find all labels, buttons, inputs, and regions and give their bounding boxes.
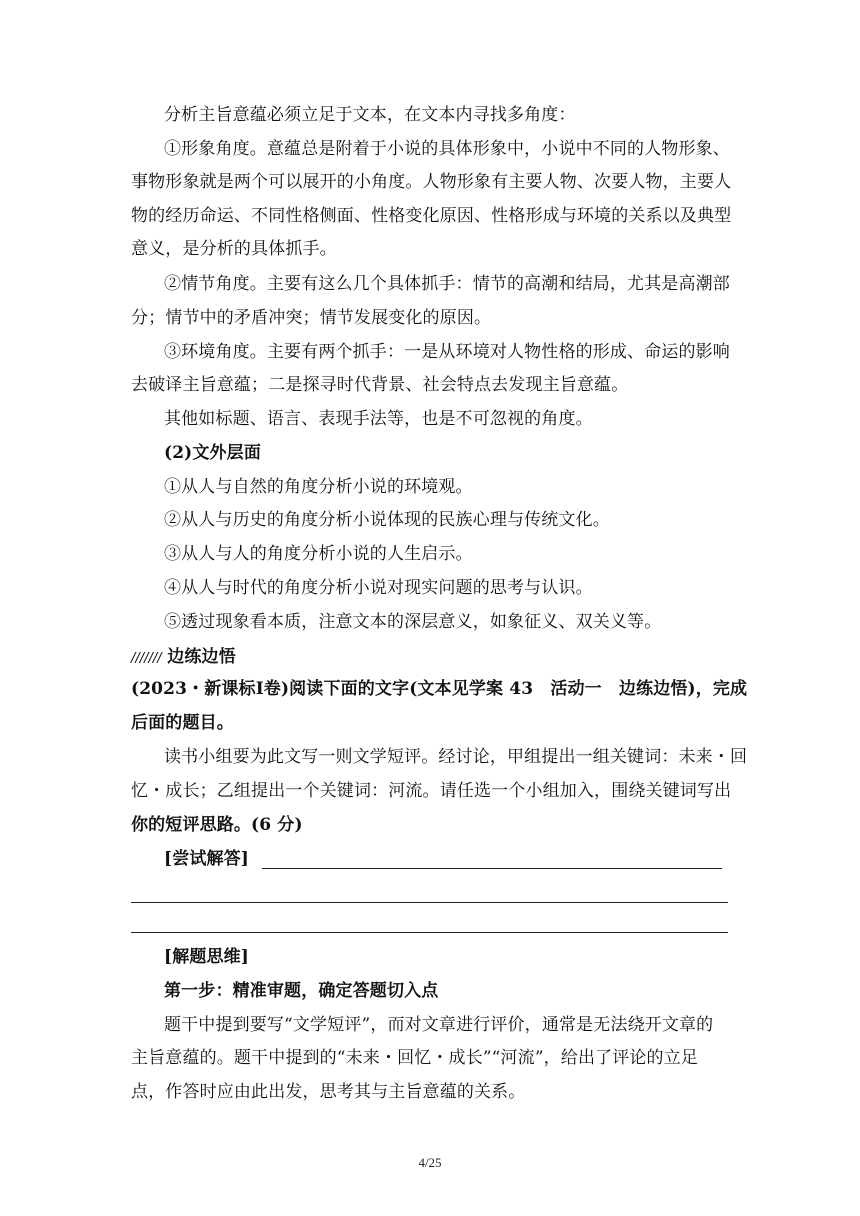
paragraph-line: 去破译主旨意蕴；二是探寻时代背景、社会特点去发现主旨意蕴。 — [131, 375, 629, 395]
paragraph-line: 意义，是分析的具体抓手。 — [131, 239, 337, 259]
answer-blank-line[interactable] — [131, 902, 728, 903]
step-line: 主旨意蕴的。题干中提到的“未来・回忆・成长”“河流”，给出了评论的立足 — [131, 1048, 699, 1068]
paragraph-line: 物的经历命运、不同性格侧面、性格变化原因、性格形成与环境的关系以及典型 — [131, 206, 732, 226]
question-source-line: (2023・新课标Ⅰ卷)阅读下面的文字(文本见学案 43 活动一 边练边悟)，完成 — [131, 679, 748, 699]
plot-angle-line: ②情节角度。主要有这么几个具体抓手：情节的高潮和结局，尤其是高潮部 — [164, 274, 730, 294]
intro-line: 分析主旨意蕴必须立足于文本，在文本内寻找多角度： — [164, 105, 576, 125]
section-title: 边练边悟 — [167, 647, 236, 667]
image-angle-line: ①形象角度。意蕴总是附着于小说的具体形象中，小说中不同的人物形象、 — [164, 139, 730, 159]
paragraph-line: 其他如标题、语言、表现手法等，也是不可忽视的角度。 — [164, 409, 593, 429]
list-item: ④从人与时代的角度分析小说对现实问题的思考与认识。 — [164, 578, 593, 598]
list-item: ①从人与自然的角度分析小说的环境观。 — [164, 477, 473, 497]
paragraph-line: 事物形象就是两个可以展开的小角度。人物形象有主要人物、次要人物，主要人 — [131, 172, 732, 192]
list-item: ⑤透过现象看本质，注意文本的深层意义，如象征义、双关义等。 — [164, 612, 662, 632]
question-body-line: 读书小组要为此文写一则文学短评。经讨论，甲组提出一组关键词：未来・回 — [164, 747, 748, 767]
environment-angle-line: ③环境角度。主要有两个抓手：一是从环境对人物性格的形成、命运的影响 — [164, 342, 730, 362]
answer-blank-line[interactable] — [131, 932, 728, 933]
thinking-label: [解题思维] — [164, 947, 249, 967]
step-title: 第一步：精准审题，确定答题切入点 — [164, 981, 439, 1001]
section-mark: /////// — [131, 651, 162, 666]
list-item: ②从人与历史的角度分析小说体现的民族心理与传统文化。 — [164, 510, 610, 530]
subsection-heading: (2)文外层面 — [164, 443, 261, 463]
answer-label: [尝试解答] — [164, 849, 249, 869]
section-heading — [131, 646, 236, 670]
paragraph-line: 分；情节中的矛盾冲突；情节发展变化的原因。 — [131, 308, 492, 328]
page-number: 4/25 — [418, 1155, 442, 1170]
question-body-line: 你的短评思路。(6 分) — [131, 815, 303, 835]
question-source-line: 后面的题目。 — [131, 713, 234, 733]
list-item: ③从人与人的角度分析小说的人生启示。 — [164, 544, 473, 564]
step-line: 点，作答时应由此出发，思考其与主旨意蕴的关系。 — [131, 1082, 526, 1102]
question-body-line: 忆・成长；乙组提出一个关键词：河流。请任选一个小组加入，围绕关键词写出 — [131, 781, 732, 801]
answer-blank-line[interactable] — [262, 868, 722, 869]
step-line: 题干中提到要写“文学短评”，而对文章进行评价，通常是无法绕开文章的 — [164, 1015, 714, 1035]
